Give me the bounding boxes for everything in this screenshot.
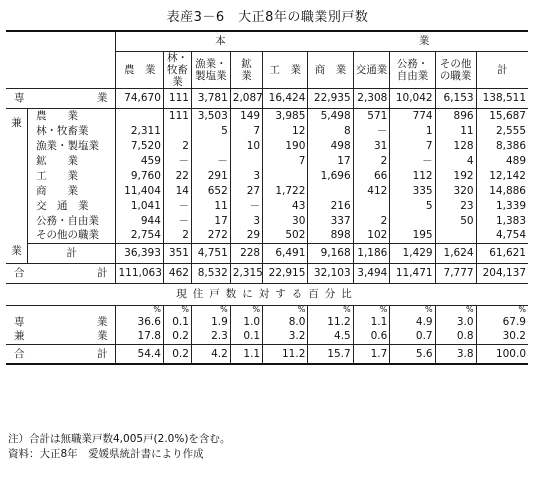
data-cell: 11,471 bbox=[390, 263, 435, 283]
column-header-text: 工 業 bbox=[269, 63, 301, 76]
table-row bbox=[6, 305, 528, 314]
data-cell: 23 bbox=[435, 198, 476, 213]
data-cell: 3 bbox=[230, 213, 262, 228]
data-cell: 111,063 bbox=[116, 263, 163, 283]
row-label-a: 合 bbox=[14, 267, 25, 279]
row-label: 計 bbox=[28, 243, 116, 263]
data-cell bbox=[191, 138, 230, 153]
data-cell: 11.2 bbox=[263, 344, 308, 364]
data-cell: 2 bbox=[163, 228, 191, 243]
data-cell: 22 bbox=[163, 168, 191, 183]
data-cell: 337 bbox=[308, 213, 353, 228]
data-cell: 2 bbox=[353, 153, 390, 168]
data-cell: 3,503 bbox=[191, 108, 230, 123]
table-row bbox=[6, 138, 528, 153]
data-cell: 36,393 bbox=[116, 243, 163, 263]
row-label-b: 計 bbox=[96, 267, 108, 279]
data-cell: 5,498 bbox=[308, 108, 353, 123]
table-row bbox=[6, 108, 528, 123]
table-row bbox=[6, 263, 528, 283]
group-header-left: 本 bbox=[215, 35, 226, 48]
pct-unit: % bbox=[153, 305, 161, 314]
data-cell: 0.8 bbox=[435, 329, 476, 344]
data-cell bbox=[353, 198, 390, 213]
row-label-a: 合 bbox=[14, 347, 25, 360]
data-cell: 5 bbox=[390, 198, 435, 213]
column-header bbox=[263, 51, 308, 88]
table-row bbox=[6, 228, 528, 243]
data-cell: 128 bbox=[435, 138, 476, 153]
data-cell: 7,777 bbox=[435, 263, 476, 283]
data-cell: 571 bbox=[353, 108, 390, 123]
data-cell: 15.7 bbox=[308, 344, 353, 364]
data-cell: 27 bbox=[230, 183, 262, 198]
column-header bbox=[163, 51, 191, 88]
data-cell: 652 bbox=[191, 183, 230, 198]
data-cell: 944 bbox=[140, 214, 161, 227]
column-header bbox=[230, 51, 262, 88]
column-header bbox=[116, 51, 163, 88]
data-cell: 1.0 bbox=[230, 314, 262, 329]
table-row bbox=[6, 213, 528, 228]
data-cell: 3,781 bbox=[191, 88, 230, 108]
row-label: 林・牧畜業 bbox=[28, 123, 116, 138]
data-cell: 4.9 bbox=[390, 314, 435, 329]
data-cell: 138,511 bbox=[476, 88, 528, 108]
column-header-text: 農 業 bbox=[123, 63, 156, 76]
data-cell: 43 bbox=[263, 198, 308, 213]
data-cell: 774 bbox=[390, 108, 435, 123]
data-cell: 102 bbox=[353, 228, 390, 243]
data-cell: 11.2 bbox=[308, 314, 353, 329]
data-cell: 50 bbox=[435, 213, 476, 228]
row-label: 鉱 業 bbox=[28, 153, 116, 168]
data-cell: 502 bbox=[263, 228, 308, 243]
data-cell: 3 bbox=[230, 168, 262, 183]
column-header-text: 鉱 業 bbox=[241, 57, 263, 82]
data-cell: 462 bbox=[163, 263, 191, 283]
notes bbox=[8, 432, 230, 462]
table-title: 表産3－6 大正8年の職業別戸数 bbox=[166, 10, 369, 25]
data-cell: 4 bbox=[435, 153, 476, 168]
data-cell: 5.6 bbox=[390, 344, 435, 364]
table-row bbox=[6, 283, 528, 305]
data-cell: 4.2 bbox=[191, 344, 230, 364]
column-header bbox=[308, 51, 353, 88]
data-cell: 3,985 bbox=[263, 108, 308, 123]
table-row bbox=[6, 243, 528, 263]
side-label-b: 業 bbox=[11, 244, 22, 257]
column-header bbox=[353, 51, 390, 88]
data-cell: 0.7 bbox=[390, 329, 435, 344]
data-cell: 8.0 bbox=[263, 314, 308, 329]
table-row bbox=[6, 168, 528, 183]
data-cell: 0.2 bbox=[163, 329, 191, 344]
data-cell: 14 bbox=[163, 183, 191, 198]
group-header-right: 業 bbox=[418, 35, 430, 48]
data-cell: 6,491 bbox=[263, 243, 308, 263]
data-cell: 195 bbox=[390, 228, 435, 243]
data-cell: 0.2 bbox=[163, 344, 191, 364]
row-label: 工 業 bbox=[28, 168, 116, 183]
column-header-text: 計 bbox=[497, 63, 508, 76]
data-cell: 1,339 bbox=[476, 198, 528, 213]
data-cell: 30 bbox=[263, 213, 308, 228]
data-cell: 351 bbox=[163, 243, 191, 263]
data-cell: 2,087 bbox=[230, 88, 262, 108]
data-cell: 412 bbox=[353, 183, 390, 198]
spacer-cell bbox=[6, 305, 116, 314]
data-cell: 9,168 bbox=[308, 243, 353, 263]
column-header bbox=[435, 51, 476, 88]
data-cell: 36.6 bbox=[137, 315, 161, 328]
data-cell: 896 bbox=[435, 108, 476, 123]
data-cell: 29 bbox=[230, 228, 262, 243]
data-cell: 12,142 bbox=[476, 168, 528, 183]
data-cell: 272 bbox=[191, 228, 230, 243]
data-cell bbox=[116, 108, 163, 123]
data-cell: 2,315 bbox=[230, 263, 262, 283]
row-label-b: 業 bbox=[96, 315, 108, 328]
table-row bbox=[6, 31, 528, 51]
data-cell: 8,386 bbox=[476, 138, 528, 153]
data-cell: 4,754 bbox=[476, 228, 528, 243]
data-cell: － bbox=[163, 198, 191, 213]
pct-unit: % bbox=[390, 305, 435, 314]
data-cell: 67.9 bbox=[476, 314, 528, 329]
row-label bbox=[6, 88, 116, 108]
pct-unit: % bbox=[308, 305, 353, 314]
data-cell: 192 bbox=[435, 168, 476, 183]
data-cell: 3.8 bbox=[435, 344, 476, 364]
column-header-text: 林・ 牧畜業 bbox=[166, 51, 188, 88]
data-cell: 14,886 bbox=[476, 183, 528, 198]
data-cell: 8,532 bbox=[191, 263, 230, 283]
data-cell: 228 bbox=[230, 243, 262, 263]
column-header-text: 公務・ 自由業 bbox=[396, 57, 429, 82]
row-label: 商 業 bbox=[28, 183, 116, 198]
data-cell: 291 bbox=[191, 168, 230, 183]
row-label-b: 計 bbox=[96, 347, 108, 360]
table-row bbox=[6, 344, 528, 364]
row-label bbox=[6, 329, 116, 344]
data-cell: 61,621 bbox=[476, 243, 528, 263]
data-cell: 30.2 bbox=[476, 329, 528, 344]
row-label-b: 業 bbox=[96, 330, 108, 343]
corner-cell bbox=[6, 31, 116, 88]
data-cell: 7 bbox=[230, 123, 262, 138]
data-cell: 204,137 bbox=[476, 263, 528, 283]
data-cell: 17 bbox=[191, 213, 230, 228]
table-row bbox=[6, 198, 528, 213]
data-cell bbox=[435, 228, 476, 243]
data-cell: 1,722 bbox=[263, 183, 308, 198]
data-cell: 9,760 bbox=[130, 169, 161, 182]
data-cell bbox=[390, 213, 435, 228]
data-cell: 112 bbox=[390, 168, 435, 183]
data-cell: 2,311 bbox=[130, 124, 161, 137]
row-label bbox=[6, 344, 116, 364]
column-header bbox=[390, 51, 435, 88]
data-cell: 489 bbox=[476, 153, 528, 168]
side-label-a: 兼 bbox=[11, 116, 22, 129]
column-header bbox=[191, 51, 230, 88]
data-cell: 2,754 bbox=[130, 229, 161, 242]
data-cell: 100.0 bbox=[476, 344, 528, 364]
pct-header-text: 現住戸数に対する百分比 bbox=[176, 288, 358, 300]
column-header-text: 漁業・ 製塩業 bbox=[195, 57, 227, 82]
table-row bbox=[6, 153, 528, 168]
table-row bbox=[6, 123, 528, 138]
row-label-a: 兼 bbox=[14, 330, 25, 343]
data-cell: 1.7 bbox=[353, 344, 390, 364]
data-cell: 898 bbox=[308, 228, 353, 243]
data-cell: 15,687 bbox=[476, 108, 528, 123]
data-cell: 66 bbox=[353, 168, 390, 183]
side-label bbox=[6, 108, 28, 263]
row-label-b: 業 bbox=[96, 92, 108, 104]
data-cell: － bbox=[163, 153, 191, 168]
data-cell: 3.0 bbox=[435, 314, 476, 329]
data-cell bbox=[308, 183, 353, 198]
data-cell: 11 bbox=[435, 123, 476, 138]
row-label: その他の職業 bbox=[28, 228, 116, 243]
data-cell: 216 bbox=[308, 198, 353, 213]
data-cell: 1 bbox=[390, 123, 435, 138]
data-cell: 12 bbox=[263, 123, 308, 138]
data-cell bbox=[230, 153, 262, 168]
data-cell: 1.1 bbox=[230, 344, 262, 364]
note-line: 注）合計は無職業戸数4,005戸(2.0%)を含む。 bbox=[8, 433, 231, 445]
data-cell: 1,383 bbox=[476, 213, 528, 228]
data-cell: 190 bbox=[263, 138, 308, 153]
data-cell: 2.3 bbox=[191, 329, 230, 344]
row-label: 農 業 bbox=[28, 108, 116, 123]
pct-unit: % bbox=[163, 305, 191, 314]
data-cell: 7 bbox=[390, 138, 435, 153]
column-header-text: その他 の職業 bbox=[439, 57, 472, 82]
pct-unit: % bbox=[230, 305, 262, 314]
data-cell: 74,670 bbox=[116, 88, 163, 108]
row-label: 公務・自由業 bbox=[28, 213, 116, 228]
data-cell: 0.1 bbox=[163, 314, 191, 329]
pct-unit: % bbox=[435, 305, 476, 314]
group-header bbox=[116, 31, 528, 51]
pct-unit: % bbox=[476, 305, 528, 314]
row-label bbox=[6, 263, 116, 283]
data-cell: 1,624 bbox=[435, 243, 476, 263]
table-row bbox=[6, 183, 528, 198]
data-cell: 149 bbox=[230, 108, 262, 123]
data-cell: － bbox=[163, 213, 191, 228]
data-cell: 2 bbox=[163, 138, 191, 153]
data-cell: 4,751 bbox=[191, 243, 230, 263]
data-cell: 111 bbox=[163, 88, 191, 108]
data-cell: 2,555 bbox=[476, 123, 528, 138]
data-cell: 2 bbox=[353, 213, 390, 228]
data-cell: 2,308 bbox=[353, 88, 390, 108]
data-cell bbox=[263, 168, 308, 183]
source-line: 資料：大正8年 愛媛県統計書により作成 bbox=[8, 448, 204, 460]
data-cell: 11 bbox=[191, 198, 230, 213]
data-cell: 4.5 bbox=[308, 329, 353, 344]
data-cell: 1.1 bbox=[353, 314, 390, 329]
data-cell: 3.2 bbox=[263, 329, 308, 344]
data-cell: 0.6 bbox=[353, 329, 390, 344]
data-cell: 1,696 bbox=[308, 168, 353, 183]
data-cell: － bbox=[230, 198, 262, 213]
data-cell: 335 bbox=[390, 183, 435, 198]
data-cell: 1,186 bbox=[353, 243, 390, 263]
table-row bbox=[6, 329, 528, 344]
pct-header bbox=[6, 283, 528, 305]
table-row bbox=[6, 314, 528, 329]
row-label-a: 専 bbox=[14, 315, 25, 328]
row-label-a: 専 bbox=[14, 92, 25, 104]
pct-unit: % bbox=[353, 305, 390, 314]
data-cell: 32,103 bbox=[308, 263, 353, 283]
occupation-table bbox=[6, 30, 528, 365]
data-cell: 54.4 bbox=[116, 344, 163, 364]
data-cell: 1,041 bbox=[130, 199, 161, 212]
row-label: 漁業・製塩業 bbox=[28, 138, 116, 153]
pct-unit: % bbox=[191, 305, 230, 314]
data-cell: 11,404 bbox=[124, 184, 161, 197]
data-cell: 16,424 bbox=[263, 88, 308, 108]
data-cell: 0.1 bbox=[230, 329, 262, 344]
row-label bbox=[6, 314, 116, 329]
data-cell: 5 bbox=[191, 123, 230, 138]
data-cell: 320 bbox=[435, 183, 476, 198]
data-cell: － bbox=[390, 153, 435, 168]
row-label: 交 通 業 bbox=[28, 198, 116, 213]
data-cell: 22,935 bbox=[308, 88, 353, 108]
data-cell: 459 bbox=[140, 154, 161, 167]
data-cell: 1,429 bbox=[390, 243, 435, 263]
data-cell: 10 bbox=[230, 138, 262, 153]
data-cell: － bbox=[191, 153, 230, 168]
column-header-text: 商 業 bbox=[314, 63, 347, 76]
data-cell: 31 bbox=[353, 138, 390, 153]
data-cell: － bbox=[353, 123, 390, 138]
pct-unit: % bbox=[263, 305, 308, 314]
data-cell: 1.9 bbox=[191, 314, 230, 329]
data-cell: 7 bbox=[263, 153, 308, 168]
data-cell: 498 bbox=[308, 138, 353, 153]
data-cell: 17.8 bbox=[137, 330, 161, 343]
column-header bbox=[476, 51, 528, 88]
data-cell: 8 bbox=[308, 123, 353, 138]
data-cell: 22,915 bbox=[263, 263, 308, 283]
data-cell: 17 bbox=[308, 153, 353, 168]
data-cell: 6,153 bbox=[435, 88, 476, 108]
data-cell bbox=[163, 123, 191, 138]
data-cell: 10,042 bbox=[390, 88, 435, 108]
table-row bbox=[6, 88, 528, 108]
data-cell: 3,494 bbox=[353, 263, 390, 283]
column-header-text: 交通業 bbox=[355, 63, 388, 76]
data-cell: 7,520 bbox=[130, 139, 161, 152]
data-cell: 111 bbox=[163, 108, 191, 123]
